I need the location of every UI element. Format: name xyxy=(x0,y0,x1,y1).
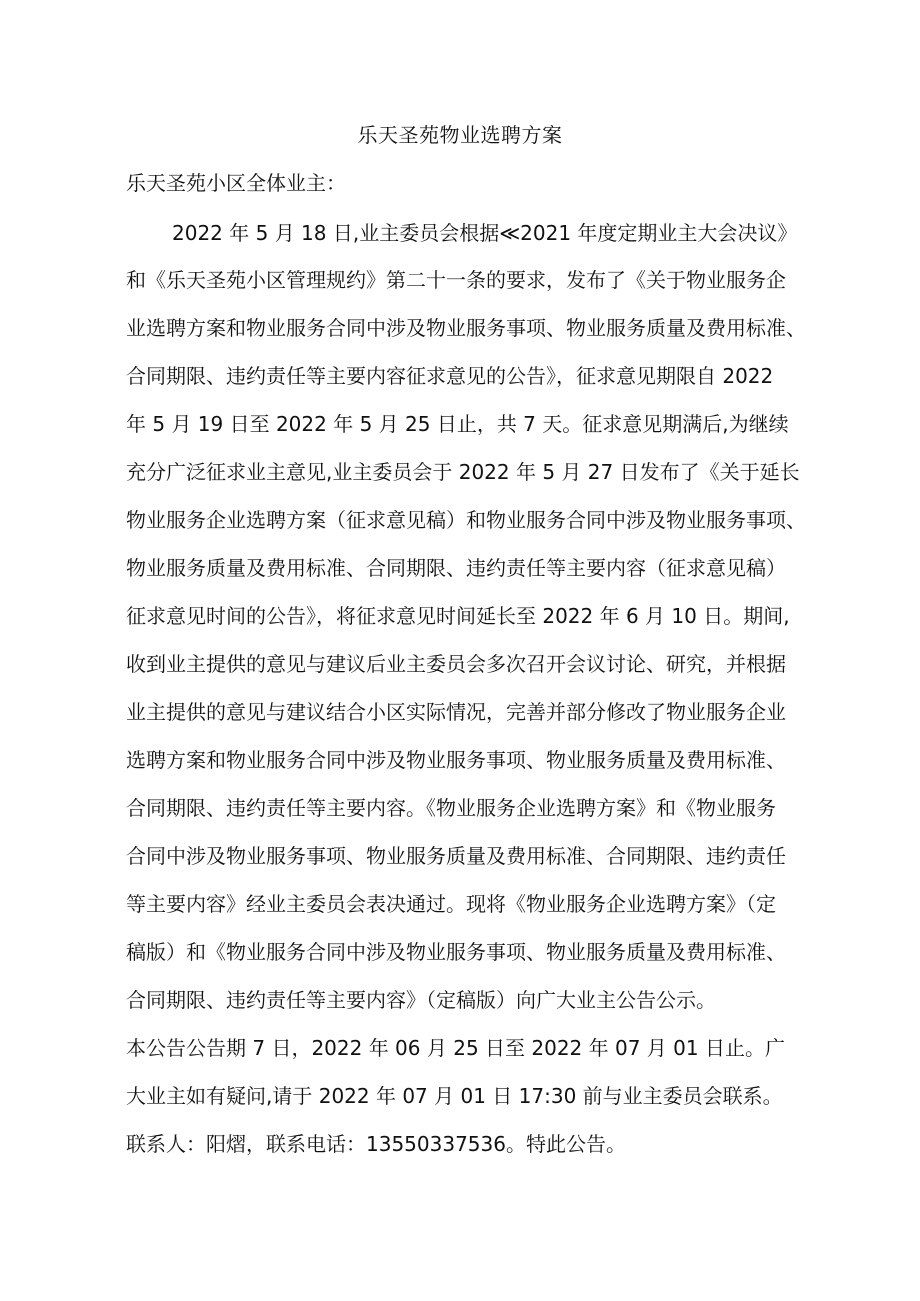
body-line: 联系人：阳熠，联系电话：13550337536。特此公告。 xyxy=(126,1132,626,1156)
body-line: 大业主如有疑问,请于 2022 年 07 月 01 日 17:30 前与业主委员会联系。 xyxy=(126,1084,783,1108)
body-line: 年 5 月 19 日至 2022 年 5 月 25 日止，共 7 天。征求意见期满后,为继续 xyxy=(126,412,789,436)
body-line: 合同期限、违约责任等主要内容征求意见的公告》，征求意见期限自 2022 xyxy=(126,364,774,388)
body-line: 合同期限、违约责任等主要内容》（定稿版）向广大业主公告公示。 xyxy=(126,988,716,1012)
body-line: 2022 年 5 月 18 日,业主委员会根据≪2021 年度定期业主大会决议》 xyxy=(172,221,798,245)
document-title: 乐天圣苑物业选聘方案 xyxy=(357,123,563,147)
salutation: 乐天圣苑小区全体业主： xyxy=(126,171,346,195)
body-line: 物业服务企业选聘方案（征求意见稿）和物业服务合同中涉及物业服务事项、 xyxy=(126,508,806,532)
body-line: 业主提供的意见与建议结合小区实际情况，完善并部分修改了物业服务企业 xyxy=(126,700,786,724)
body-line: 稿版）和《物业服务合同中涉及物业服务事项、物业服务质量及费用标准、 xyxy=(126,940,786,964)
body-line: 合同中涉及物业服务事项、物业服务质量及费用标准、合同期限、违约责任 xyxy=(126,844,786,868)
body-line: 本公告公告期 7 日，2022 年 06 月 25 日至 2022 年 07 月 01 日止。广 xyxy=(126,1036,785,1060)
body-line: 选聘方案和物业服务合同中涉及物业服务事项、物业服务质量及费用标准、 xyxy=(126,748,786,772)
body-line: 业选聘方案和物业服务合同中涉及物业服务事项、物业服务质量及费用标准、 xyxy=(126,316,806,340)
body-line: 合同期限、违约责任等主要内容。《物业服务企业选聘方案》和《物业服务 xyxy=(126,796,776,820)
body-line: 和《乐天圣苑小区管理规约》第二十一条的要求，发布了《关于物业服务企 xyxy=(126,268,786,292)
body-line: 收到业主提供的意见与建议后业主委员会多次召开会议讨论、研究，并根据 xyxy=(126,652,786,676)
body-line: 征求意见时间的公告》，将征求意见时间延长至 2022 年 6 月 10 日。期间, xyxy=(126,604,790,628)
body-line: 充分广泛征求业主意见,业主委员会于 2022 年 5 月 27 日发布了《关于延长 xyxy=(126,460,800,484)
body-line: 物业服务质量及费用标准、合同期限、违约责任等主要内容（征求意见稿） xyxy=(126,556,786,580)
body-line: 等主要内容》经业主委员会表决通过。现将《物业服务企业选聘方案》（定 xyxy=(126,892,776,916)
